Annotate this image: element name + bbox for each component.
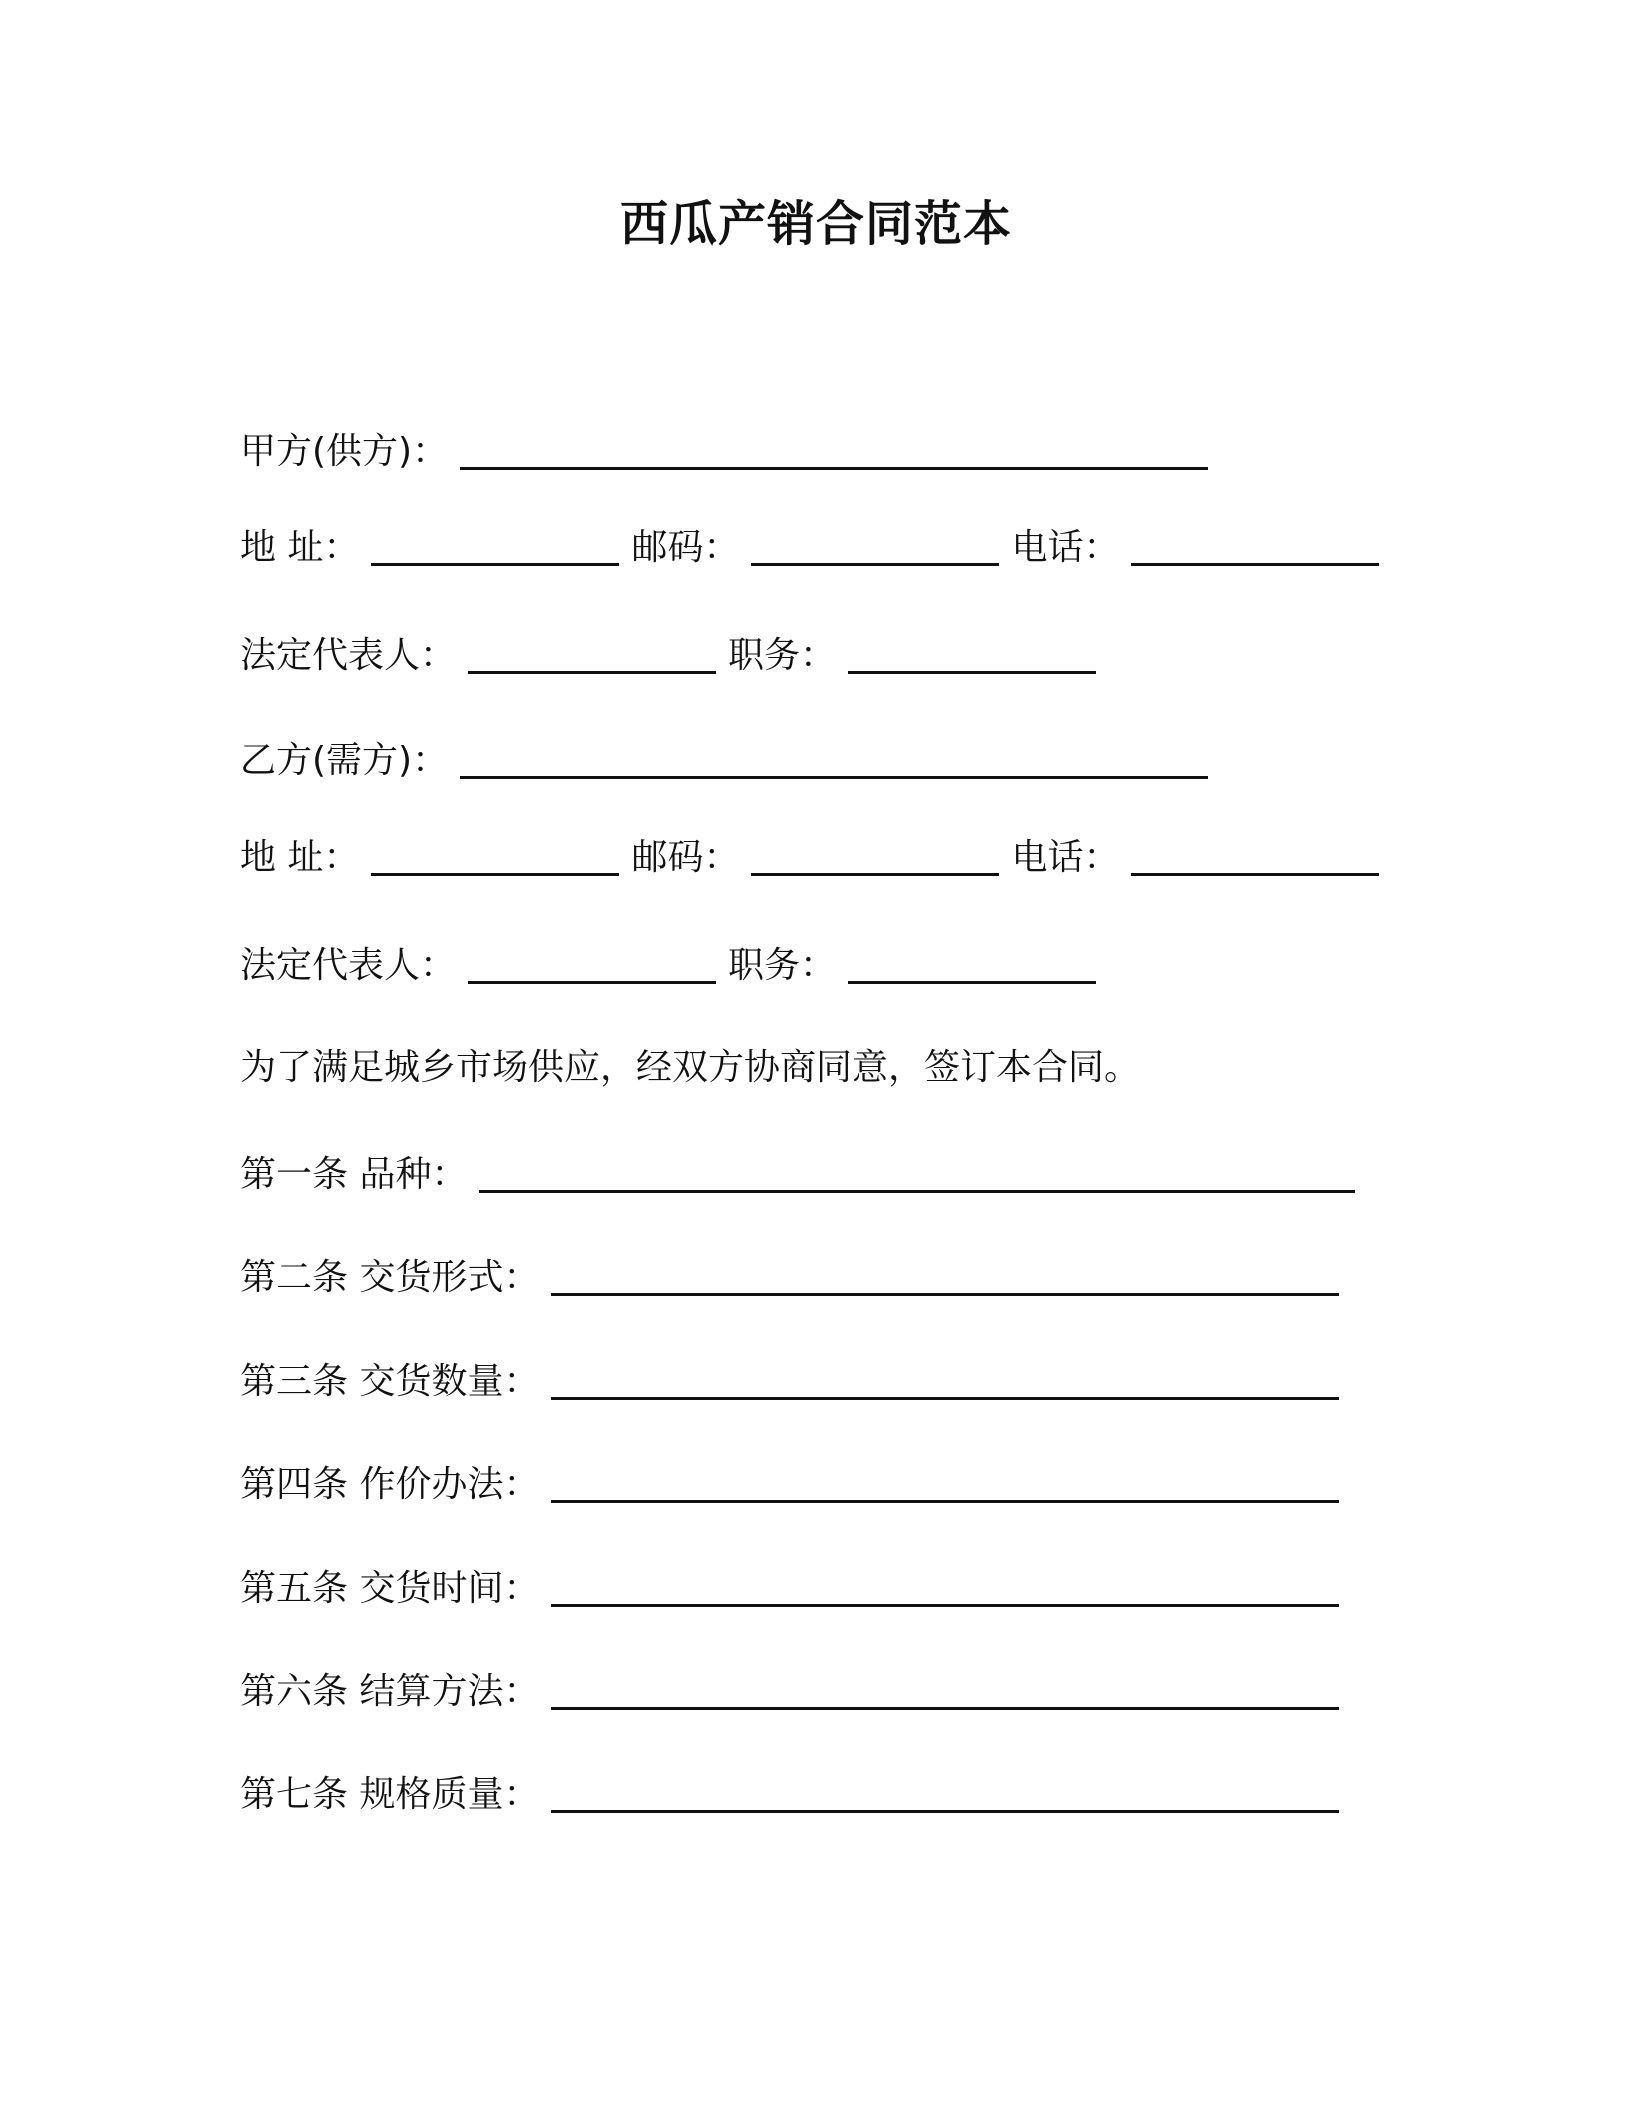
party-b-blank[interactable] [460, 739, 1208, 779]
article-line [240, 1250, 1339, 1306]
intro-text: 为了满足城乡市场供应，经双方协商同意，签订本合同。 [240, 1047, 1141, 1088]
party-a-phone-blank[interactable] [1131, 526, 1379, 566]
document-title: 西瓜产销合同范本 [619, 196, 1012, 252]
article-line [240, 1664, 1339, 1720]
article-blank[interactable] [551, 1360, 1339, 1400]
party-b-position-label: 职务： [728, 945, 837, 986]
party-a-address-blank[interactable] [371, 526, 619, 566]
party-b-phone-blank[interactable] [1131, 836, 1379, 876]
article-line [240, 1147, 1355, 1203]
party-b-rep-blank[interactable] [468, 944, 716, 984]
intro-paragraph [240, 1040, 1140, 1096]
article-blank[interactable] [551, 1463, 1339, 1503]
party-a-rep-blank[interactable] [468, 634, 716, 674]
article-blank[interactable] [479, 1153, 1355, 1193]
party-a-label: 甲方(供方)： [240, 431, 449, 472]
party-b-rep-label: 法定代表人： [240, 945, 457, 986]
article-line [240, 1457, 1339, 1513]
party-a-rep-label: 法定代表人： [240, 635, 457, 676]
party-a-rep-line [240, 628, 1096, 684]
party-b-position-blank[interactable] [848, 944, 1096, 984]
party-a-line [240, 424, 1208, 480]
article-blank[interactable] [551, 1256, 1339, 1296]
article-line [240, 1767, 1339, 1823]
article-label: 第二条 交货形式： [240, 1257, 540, 1298]
party-b-rep-line [240, 938, 1096, 994]
article-blank[interactable] [551, 1670, 1339, 1710]
party-b-contact-line [240, 830, 1379, 886]
article-label: 第七条 规格质量： [240, 1774, 540, 1815]
party-a-postcode-label: 邮码： [631, 527, 740, 568]
party-a-blank[interactable] [460, 430, 1208, 470]
party-a-postcode-blank[interactable] [751, 526, 999, 566]
party-a-position-blank[interactable] [848, 634, 1096, 674]
party-b-postcode-label: 邮码： [631, 837, 740, 878]
party-b-label: 乙方(需方)： [240, 740, 449, 781]
party-b-postcode-blank[interactable] [751, 836, 999, 876]
article-label: 第一条 品种： [240, 1154, 468, 1195]
party-b-address-label: 地 址： [240, 837, 360, 878]
article-label: 第三条 交货数量： [240, 1361, 540, 1402]
party-a-contact-line [240, 520, 1379, 576]
party-b-line [240, 733, 1208, 789]
article-blank[interactable] [551, 1567, 1339, 1607]
article-label: 第六条 结算方法： [240, 1671, 540, 1712]
article-line [240, 1354, 1339, 1410]
article-label: 第五条 交货时间： [240, 1568, 540, 1609]
party-b-phone-label: 电话： [1011, 837, 1120, 878]
article-blank[interactable] [551, 1773, 1339, 1813]
party-a-position-label: 职务： [728, 635, 837, 676]
party-a-phone-label: 电话： [1011, 527, 1120, 568]
party-a-address-label: 地 址： [240, 527, 360, 568]
party-b-address-blank[interactable] [371, 836, 619, 876]
article-label: 第四条 作价办法： [240, 1464, 540, 1505]
article-line [240, 1561, 1339, 1617]
